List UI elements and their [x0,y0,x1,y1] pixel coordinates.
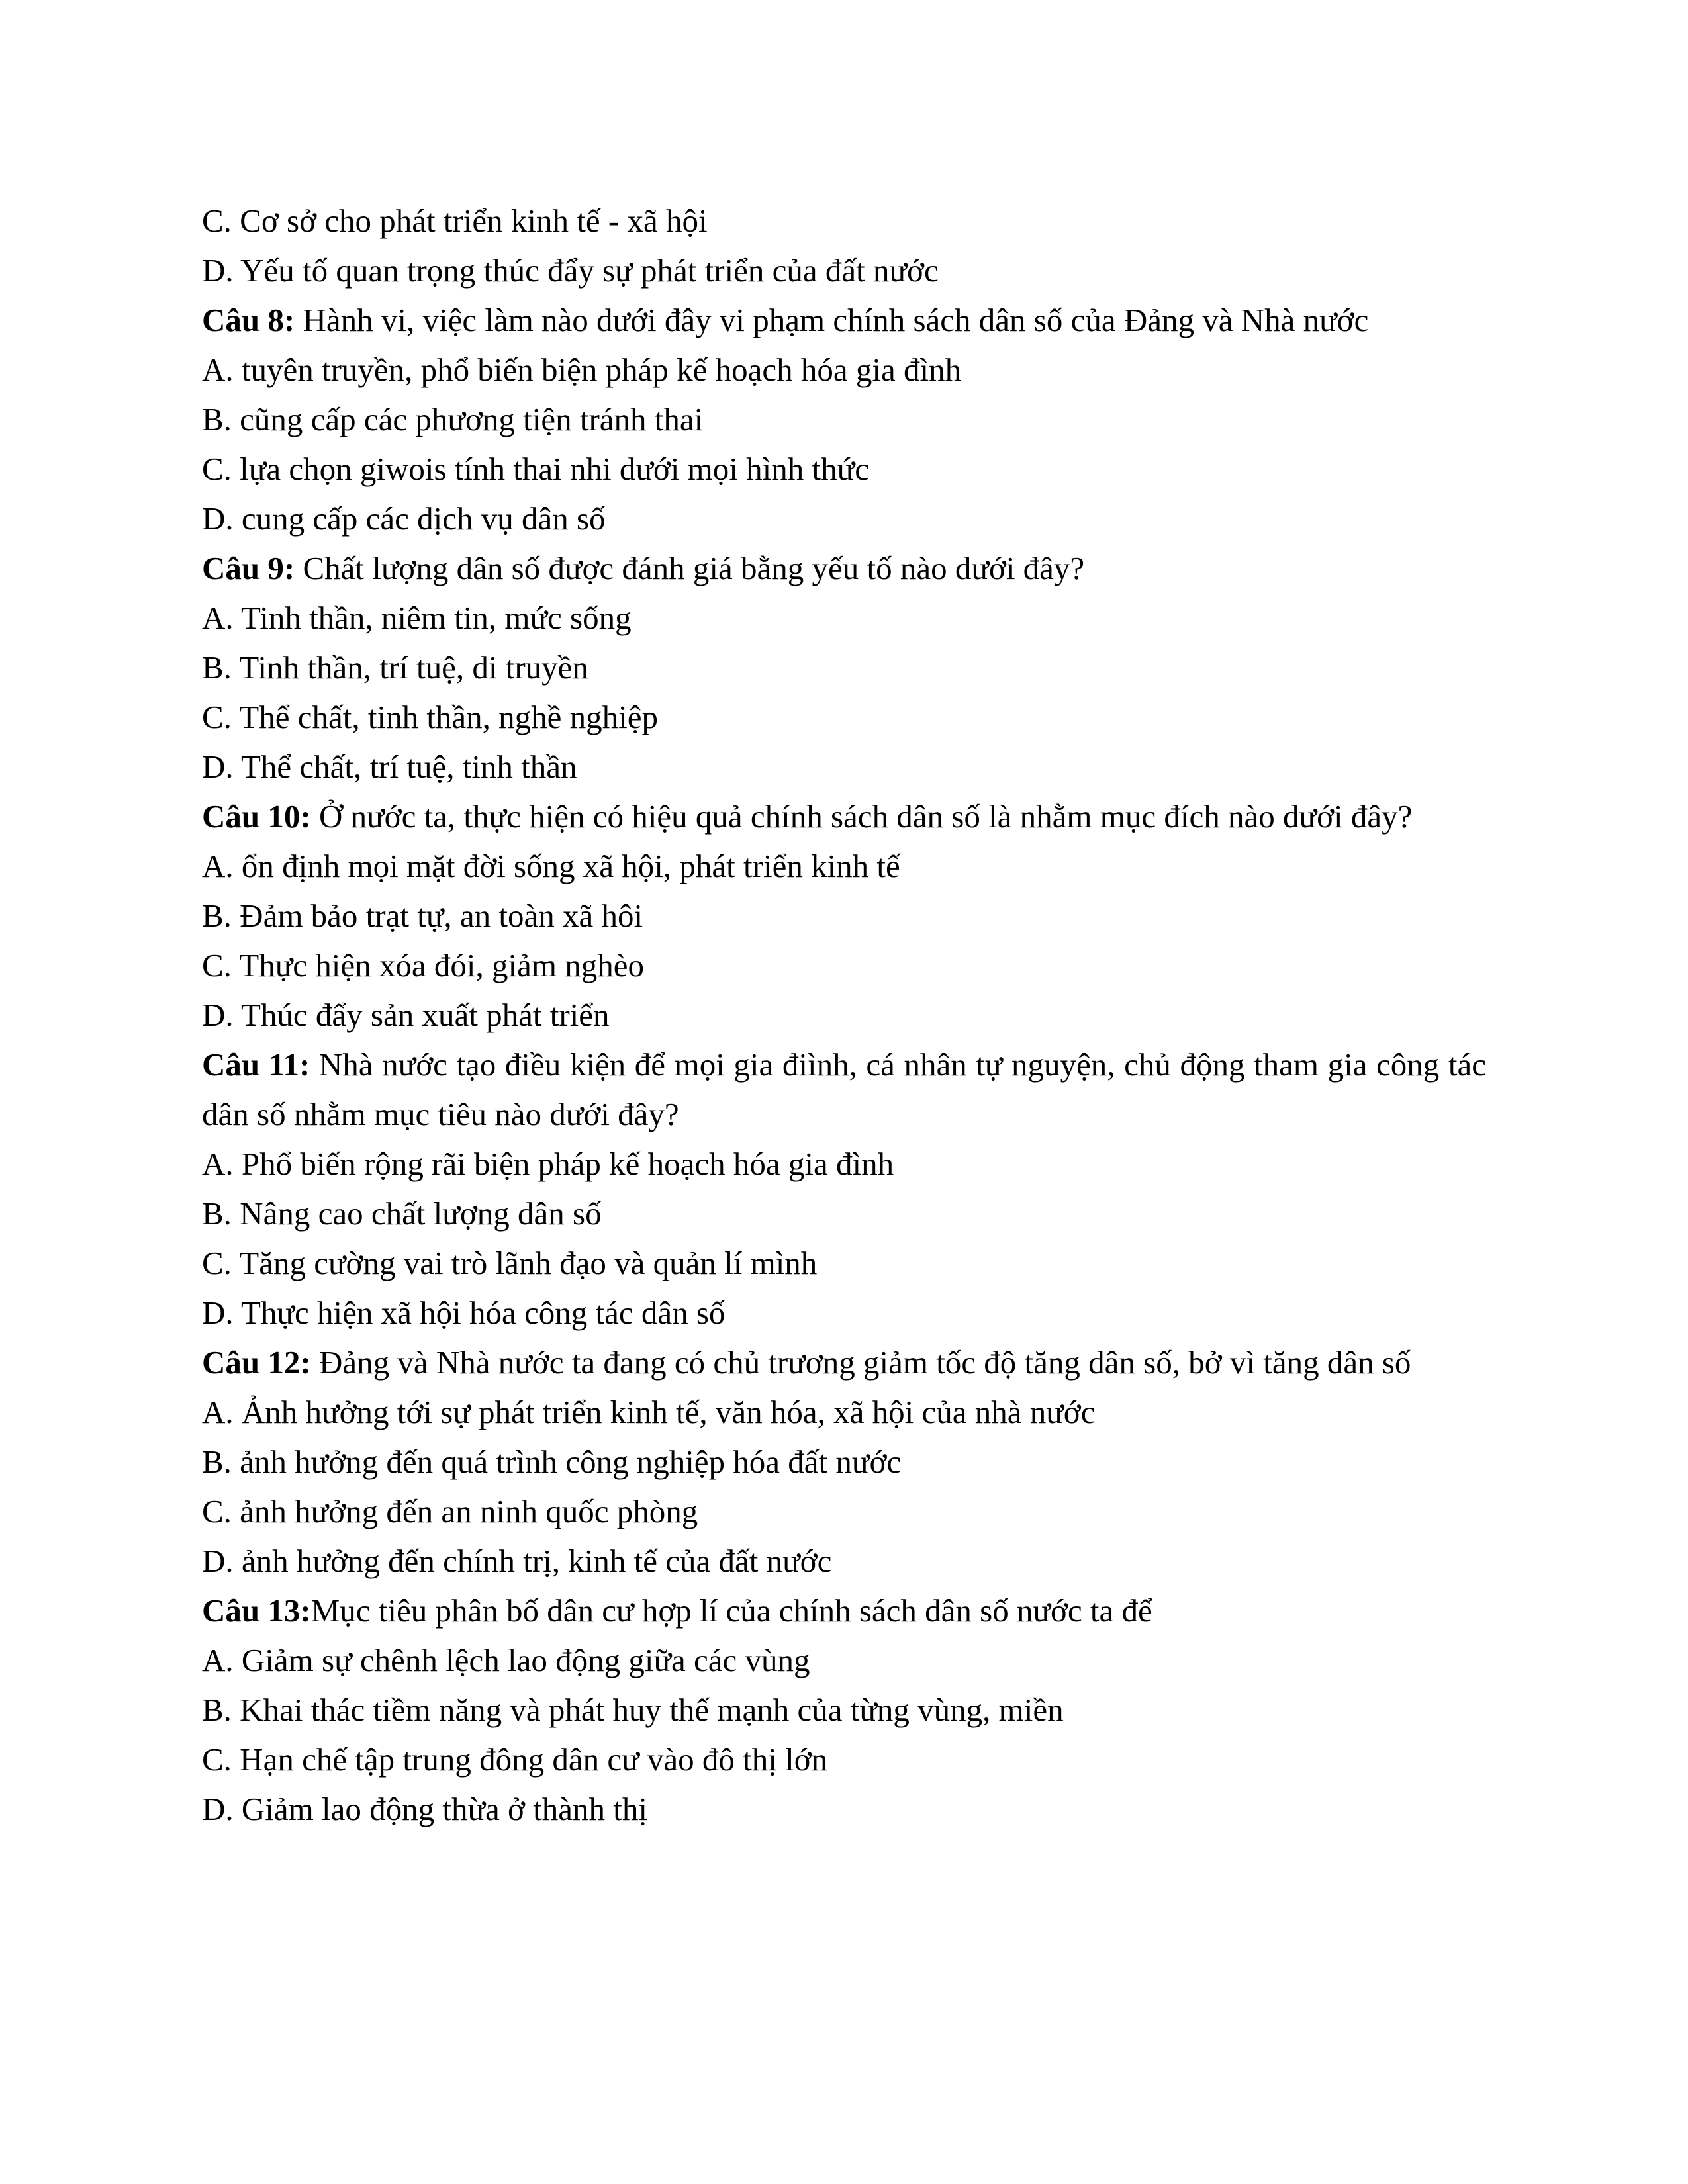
question-text: Ở nước ta, thực hiện có hiệu quả chính sách dân số là nhằm mục đích nào dưới đây? [310,798,1413,835]
question-stem [202,792,1486,841]
question-block-10 [202,792,1486,1040]
question-text: Nhà nước tạo điều kiện để mọi gia điình, cá nhân tự nguyện, chủ động tham gia công tác dân số nhằm mục tiêu nào dưới đây? [202,1046,1486,1132]
question-stem [202,1040,1486,1139]
question-block-13 [202,1586,1486,1834]
question-label: Câu 13: [202,1592,311,1629]
option-line: B. Đảm bảo trạt tự, an toàn xã hôi [202,897,643,934]
option-line: B. Nâng cao chất lượng dân số [202,1195,602,1232]
question-label: Câu 9: [202,550,295,586]
question-stem [202,295,1486,345]
option-line: C. lựa chọn giwois tính thai nhi dưới mọi hình thức [202,451,869,487]
option-line: D. Thực hiện xã hội hóa công tác dân số [202,1295,726,1331]
option-line: C. Cơ sở cho phát triển kinh tế - xã hội [202,203,708,239]
option-line: A. Giảm sự chênh lệch lao động giữa các vùng [202,1642,810,1678]
question-label: Câu 11: [202,1046,310,1083]
option-line: B. Khai thác tiềm năng và phát huy thế mạnh của từng vùng, miền [202,1692,1064,1728]
option-line: B. ảnh hưởng đến quá trình công nghiệp hóa đất nước [202,1443,902,1480]
question-label: Câu 10: [202,798,311,835]
option-line: B. Tinh thần, trí tuệ, di truyền [202,649,588,686]
question-text: Đảng và Nhà nước ta đang có chủ trương giảm tốc độ tăng dân số, bở vì tăng dân số [310,1344,1411,1381]
option-line: D. ảnh hưởng đến chính trị, kinh tế của đất nước [202,1543,832,1579]
option-line: A. Phổ biến rộng rãi biện pháp kế hoạch hóa gia đình [202,1146,894,1182]
question-text: Hành vi, việc làm nào dưới đây vi phạm chính sách dân số của Đảng và Nhà nước [295,302,1369,338]
question-block-9 [202,543,1486,792]
option-line: D. Giảm lao động thừa ở thành thị [202,1791,648,1827]
question-label: Câu 8: [202,302,295,338]
option-line: D. Thúc đẩy sản xuất phát triển [202,997,610,1033]
option-line: B. cũng cấp các phương tiện tránh thai [202,401,704,437]
question-block-8 [202,295,1486,543]
option-line: C. Tăng cường vai trò lãnh đạo và quản lí mình [202,1245,818,1281]
question-text: Mục tiêu phân bố dân cư hợp lí của chính sách dân số nước ta để [310,1592,1152,1629]
option-line: D. Yếu tố quan trọng thúc đẩy sự phát triển của đất nước [202,252,939,289]
option-line: A. Ảnh hưởng tới sự phát triển kinh tế, văn hóa, xã hội của nhà nước [202,1394,1096,1430]
question-block-11 [202,1040,1486,1338]
question-block-12 [202,1338,1486,1586]
option-line: A. Tinh thần, niêm tin, mức sống [202,600,632,636]
question-stem [202,543,1486,593]
question-stem [202,1338,1486,1387]
question-stem [202,1586,1486,1635]
option-line: A. tuyên truyền, phổ biến biện pháp kế hoạch hóa gia đình [202,351,962,388]
option-line: D. cung cấp các dịch vụ dân số [202,500,606,537]
option-line: C. ảnh hưởng đến an ninh quốc phòng [202,1493,698,1529]
option-line: D. Thể chất, trí tuệ, tinh thần [202,749,577,785]
document-page [202,196,1486,1834]
question-label: Câu 12: [202,1344,311,1381]
option-line: A. ổn định mọi mặt đời sống xã hội, phát triển kinh tế [202,848,900,884]
option-line: C. Thực hiện xóa đói, giảm nghèo [202,947,644,983]
option-line: C. Hạn chế tập trung đông dân cư vào đô thị lớn [202,1741,828,1778]
question-text: Chất lượng dân số được đánh giá bằng yếu tố nào dưới đây? [295,550,1085,586]
option-line: C. Thể chất, tinh thần, nghề nghiệp [202,699,659,735]
